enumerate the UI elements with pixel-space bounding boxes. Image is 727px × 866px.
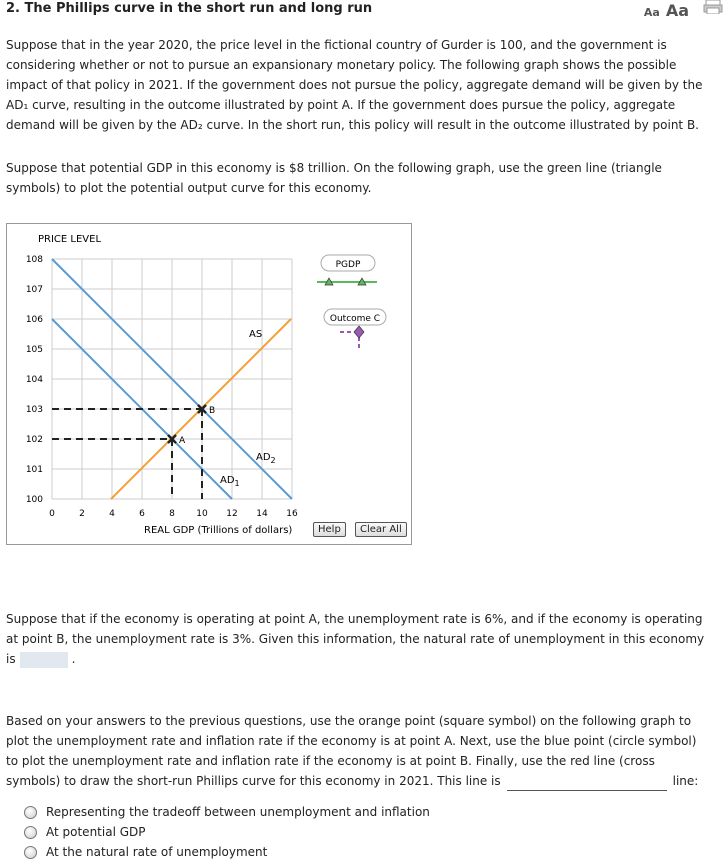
x-tick-label: 8 (169, 509, 175, 519)
clear-all-button[interactable]: Clear All (355, 522, 407, 537)
radio-button[interactable] (24, 826, 37, 839)
ad1-label: $AD_1$ (220, 475, 240, 488)
y-tick-label: 103 (25, 405, 43, 415)
x-tick-label: 4 (109, 509, 115, 519)
font-larger-button[interactable]: Aa (665, 1, 689, 20)
ad-as-graph[interactable] (6, 223, 412, 545)
outcome-c-tool[interactable] (340, 326, 364, 350)
y-tick-label: 106 (25, 315, 43, 325)
font-size-controls (644, 1, 689, 20)
x-tick-label: 6 (139, 509, 145, 519)
font-smaller-button[interactable]: Aa (643, 6, 660, 19)
phillips-line-blank[interactable] (507, 776, 667, 791)
ad2-label: $AD_2$ (256, 452, 276, 465)
radio-option-tradeoff[interactable]: Representing the tradeoff between unemployment and inflation (24, 805, 430, 819)
y-tick-label: 108 (25, 255, 43, 265)
point-b-label: B (209, 406, 216, 416)
x-ticks (49, 509, 298, 519)
x-tick-label: 14 (256, 509, 268, 519)
x-tick-label: 16 (286, 509, 298, 519)
radio-option-natural-rate[interactable]: At the natural rate of unemployment (24, 845, 267, 859)
y-axis-label: PRICE LEVEL (38, 234, 102, 245)
help-button[interactable]: Help (313, 522, 346, 537)
intro-paragraph: Suppose that in the year 2020, the price level in the fictional country of Gurder is 100, and the government is considering whether or not to pursue an expansionary monetary policy. The following graph shows the possible impact of that policy in 2021. If the government does not pursue the policy, aggregate demand will be given by the AD₁ curve, resulting in the outcome illustrated by point A. If the government does pursue the policy, aggregate demand will be given by the AD₂ curve. In the short run, this policy will result in the outcome illustrated by point B. (6, 38, 703, 132)
x-tick-label: 10 (196, 509, 208, 519)
radio-button[interactable] (24, 806, 37, 819)
printer-icon[interactable] (703, 0, 723, 14)
x-axis-label: REAL GDP (Trillions of dollars) (144, 525, 293, 536)
as-label: AS (249, 329, 263, 340)
pgdp-legend-label: PGDP (335, 260, 361, 270)
point-a-label: A (179, 436, 186, 446)
pgdp-tool[interactable] (317, 278, 377, 285)
instruction-paragraph: Suppose that potential GDP in this economy is $8 trillion. On the following graph, use the green line (triangle symbols) to plot the potential output curve for this economy. (6, 161, 662, 195)
x-tick-label: 0 (49, 509, 55, 519)
y-tick-label: 102 (25, 435, 43, 445)
x-tick-label: 2 (79, 509, 85, 519)
phillips-question: Based on your answers to the previous questions, use the orange point (square symbol) on the following graph to plot the unemployment rate and inflation rate if the economy is at point A. Next, use the blue point (circle symbol) to plot the unemployment rate and inflation rate if the economy is at point B. Finally, use the red line (cross symbols) to draw the short-run Phillips curve for this economy in 2021. This line is line: (6, 711, 712, 791)
radio-option-potential-gdp[interactable]: At potential GDP (24, 825, 146, 839)
y-tick-label: 105 (25, 345, 43, 355)
y-tick-label: 104 (25, 375, 43, 385)
y-tick-label: 101 (25, 465, 43, 475)
y-tick-label: 100 (25, 495, 43, 505)
y-ticks (26, 255, 43, 505)
y-tick-label: 107 (25, 285, 43, 295)
question-title: 2. The Phillips curve in the short run and long run (6, 1, 373, 16)
natural-rate-input[interactable] (20, 652, 68, 668)
natural-rate-question: Suppose that if the economy is operating at point A, the unemployment rate is 6%, and if the economy is operating at point B, the unemployment rate is 3%. Given this information, the natural rate of unemployment in this economy is . (6, 612, 705, 666)
outcome-legend-label: Outcome C (329, 314, 381, 324)
radio-button[interactable] (24, 846, 37, 859)
x-tick-label: 12 (226, 509, 238, 519)
